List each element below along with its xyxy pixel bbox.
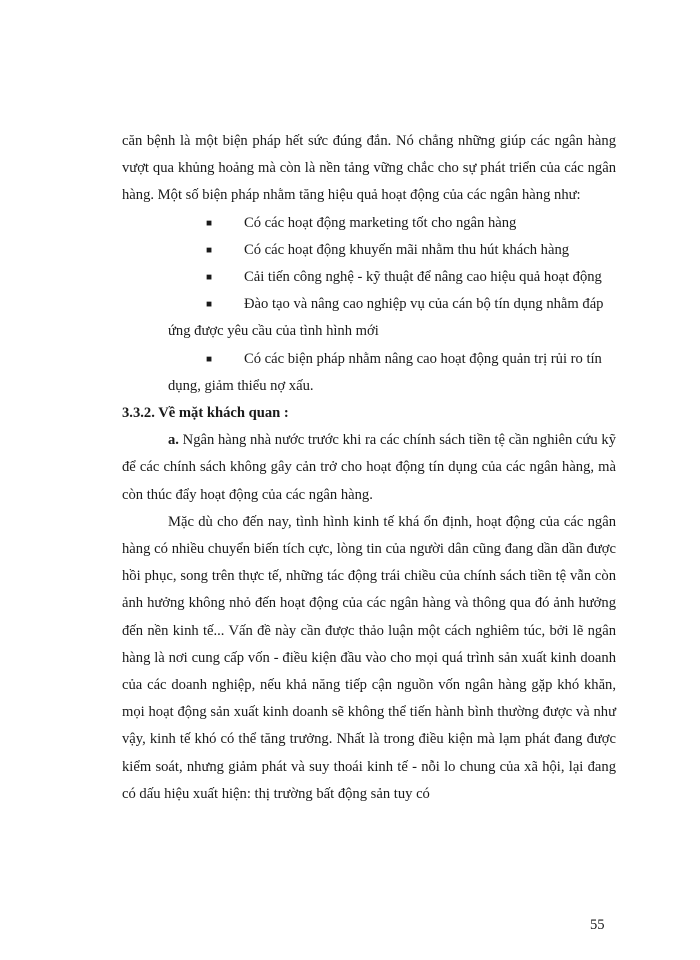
square-bullet-icon: ■ — [206, 272, 213, 284]
page-number: 55 — [590, 917, 605, 933]
list-item-text: Có các hoạt động marketing tốt cho ngân hàng — [244, 214, 517, 231]
paragraph-a — [122, 427, 616, 509]
square-bullet-icon: ■ — [206, 299, 213, 311]
list-item-text: Đào tạo và nâng cao nghiệp vụ của cán bộ tín dụng nhằm đáp — [244, 296, 604, 313]
list-item — [122, 264, 616, 291]
list-item-text: Cải tiến công nghệ - kỹ thuật để nâng cao hiệu quả hoạt động — [244, 269, 602, 286]
list-item-continuation: dụng, giảm thiểu nợ xấu. — [168, 377, 314, 394]
page-content — [122, 128, 616, 808]
list-item-continuation: ứng được yêu cầu của tình hình mới — [168, 323, 379, 340]
list-item — [122, 210, 616, 237]
square-bullet-icon: ■ — [206, 217, 213, 229]
intro-paragraph: căn bệnh là một biện pháp hết sức đúng đắn. Nó chẳng những giúp các ngân hàng vượt qua khủng hoảng mà còn là nền tảng vững chắc cho sự phát triển của các ngân hàng. Một số biện pháp nhằm tăng hiệu quả hoạt động của các ngân hàng như: — [122, 133, 616, 204]
square-bullet-icon: ■ — [206, 244, 213, 256]
list-item — [122, 291, 616, 345]
list-item — [122, 237, 616, 264]
list-item — [122, 346, 616, 400]
main-paragraph: Mặc dù cho đến nay, tình hình kinh tế khá ổn định, hoạt động của các ngân hàng có nhiều chuyển biến tích cực, lòng tin của người dân cũng đang dần dần được hồi phục, song trên thực tế, những tác động trái chiều của chính sách tiền tệ vẫn còn ảnh hưởng không nhỏ đến hoạt động của các ngân hàng và thông qua đó ảnh hưởng đến nền kinh tế... Vấn đề này cần được thảo luận một cách nghiêm túc, bởi lẽ ngân hàng là nơi cung cấp vốn - điều kiện đầu vào cho mọi quá trình sản xuất kinh doanh của các doanh nghiệp, nếu khả năng tiếp cận nguồn vốn ngân hàng gặp khó khăn, mọi hoạt động sản xuất kinh doanh sẽ không thể tiến hành bình thường được và như vậy, kinh tế khó có thể tăng trưởng. Nhất là trong điều kiện mà lạm phát đang được kiểm soát, nhưng giảm phát và suy thoái kinh tế - nỗi lo chung của xã hội, lại đang có dấu hiệu xuất hiện: thị trường bất động sản tuy có — [122, 513, 616, 802]
square-bullet-icon: ■ — [206, 353, 213, 365]
measures-list — [122, 210, 616, 400]
list-item-text: Có các hoạt động khuyến mãi nhằm thu hút khách hàng — [244, 241, 570, 258]
section-heading: 3.3.2. Về mặt khách quan : — [122, 405, 289, 422]
paragraph-a-text: Ngân hàng nhà nước trước khi ra các chính sách tiền tệ cần nghiên cứu kỹ để các chính sách không gây cản trở cho hoạt động tín dụng của các ngân hàng, mà còn thúc đẩy hoạt động của các ngân hàng. — [122, 432, 616, 503]
paragraph-a-label: a. — [168, 432, 179, 449]
list-item-text: Có các biện pháp nhằm nâng cao hoạt động quản trị rủi ro tín — [244, 350, 602, 367]
